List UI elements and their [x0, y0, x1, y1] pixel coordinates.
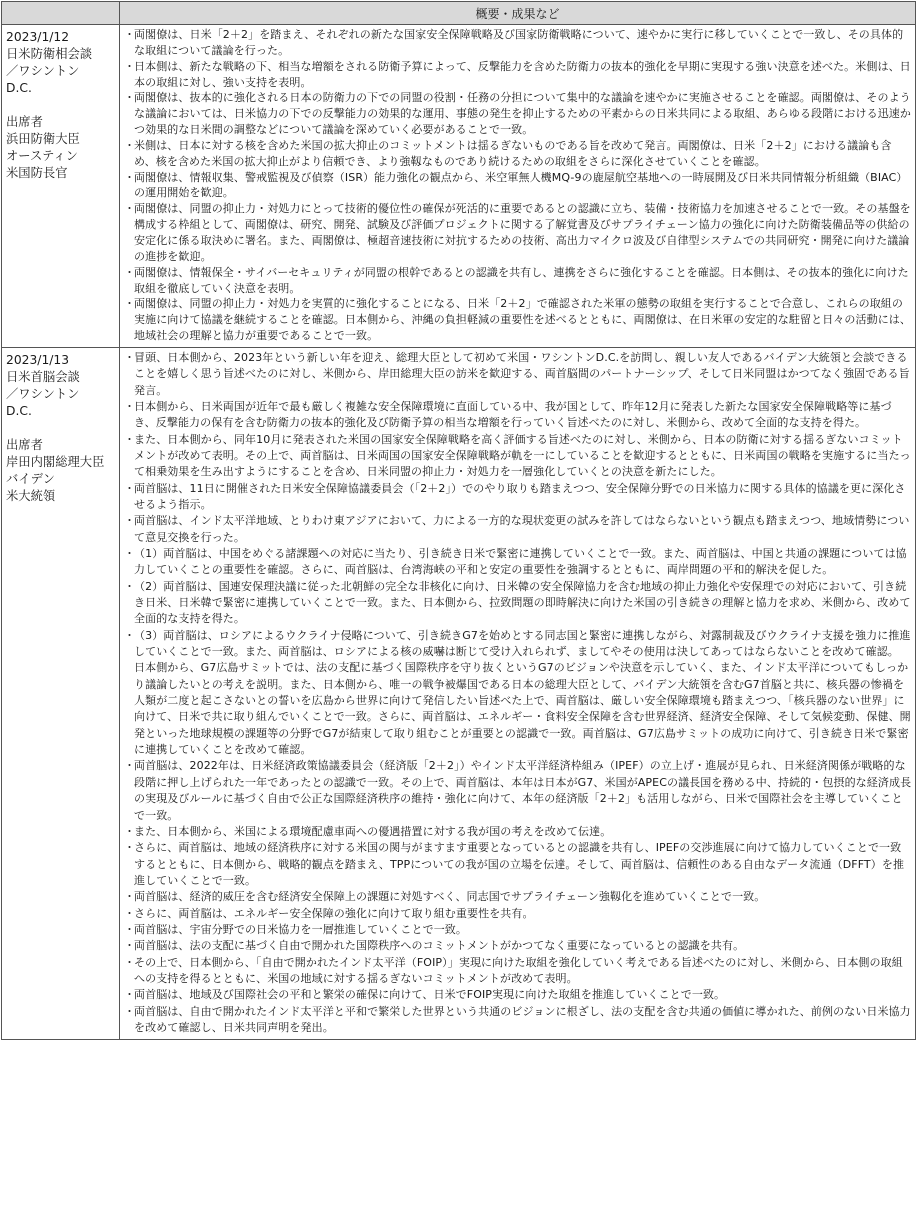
- list-item: ・ 両首脳は、11日に開催された日米安全保障協議委員会（「2＋2」）でのやり取りも踏まえつつ、安全保障分野での日米協力に関する具体的協議を更に深化させるよう指示。: [124, 481, 906, 511]
- meeting-name: 日米首脳会談: [6, 369, 80, 384]
- meeting-location-dc: D.C.: [6, 81, 32, 95]
- meeting-date: 2023/1/12: [6, 30, 70, 44]
- summary-cell: [120, 347, 916, 1039]
- summary-table: [1, 1, 916, 1040]
- meeting-name: 日米防衛相会談: [6, 47, 93, 61]
- list-item: ・ また、日本側から、同年10月に発表された米国の国家安全保障戦略を高く評価する旨述べたのに対し、米側から、日本の防衛に対する揺るぎないコミットメントが改めて表明。その上で、両首脳は、日米両国の国家安全保障戦略が軌を一にしていることを歓迎するとともに、日米両国の戦略を実施するに当たって相乗効果を生み出すようにすることを含め、日米同盟の抑止力・対処力を一層強化していくとの決意を新たにした。: [124, 432, 911, 479]
- list-item: ・ 両閣僚は、同盟の抑止力・対処力を実質的に強化することになる、日米「2＋2」で確認された米軍の態勢の取組を実行することで合意し、これらの取組の実施に向けて協議を継続することを確認。日本側から、沖縄の負担軽減の重要性を述べるとともに、両閣僚は、在日米軍の安定的な駐留と日々の活動には、地域社会の理解と協力が重要であることで一致。: [124, 297, 911, 343]
- meeting-date: 2023/1/13: [6, 352, 70, 367]
- list-item: ・ 両閣僚は、情報収集、警戒監視及び偵察（ISR）能力強化の観点から、米空軍無人機MQ-9の鹿屋航空基地への一時展開及び日米共同情報分析組織（BIAC）の運用開始を歓迎。: [124, 170, 908, 200]
- list-item: ・ 両閣僚は、同盟の抑止力・対処力にとって技術的優位性の確保が死活的に重要であるとの認識に立ち、装備・技術協力を加速させることで一致。その基盤を構成する枠組として、両閣僚は、研究、開発、試験及び評価プロジェクトに関する了解覚書及びサプライチェーン協力の強化に向けた防衛装備品等の供給の安定化に係る取決めに署名。また、両閣僚は、極超音速技術に対抗するための技術、高出力マイクロ波及び自律型システムでの共同研究・開発に向けた議論の進捗を歓迎。: [124, 202, 911, 263]
- meeting-info-cell: [2, 347, 120, 1039]
- list-item: ・ 冒頭、日本側から、2023年という新しい年を迎え、総理大臣として初めて米国・ワシントンD.C.を訪問し、親しい友人であるバイデン大統領と会談できることを嬉しく思う旨述べたのに対し、米側から、岸田総理大臣の訪米を歓迎する、両首脳間のパートナーシップ、そして日米同盟はかつてなく強固である旨発言。: [124, 350, 910, 397]
- meeting-location: ／ワシントン: [6, 386, 80, 401]
- attendees-label: 出席者: [6, 115, 43, 129]
- list-item: ・ 両首脳は、2022年は、日米経済政策協議委員会（経済版「2＋2」）やインド太平洋経済枠組み（IPEF）の立上げ・進展が見られ、日米経済関係が戦略的な段階に押し上げられた一年であったとの認識で一致。その上で、両首脳は、本年は日本がG7、米国がAPECの議長国を務める中、持続的・包摂的な経済成長の実現及びルールに基づく自由で公正な国際経済秩序の維持・強化に向けて、本年の経済版「2＋2」も活用しながら、日米で国際社会を主導していくことで一致。: [124, 759, 912, 822]
- list-item: ・ さらに、両首脳は、エネルギー安全保障の強化に向けて取り組む重要性を共有。: [124, 906, 534, 920]
- attendee: 米大統領: [6, 488, 56, 503]
- attendee: バイデン: [6, 471, 55, 486]
- table-row: [2, 25, 916, 348]
- table-row: [2, 347, 916, 1039]
- attendee: 浜田防衛大臣: [6, 132, 80, 146]
- header-row: [2, 2, 916, 25]
- list-item: ・ また、日本側から、米国による環境配慮車両への優遇措置に対する我が国の考えを改めて伝達。: [124, 824, 612, 838]
- header-cell-blank: [2, 2, 120, 25]
- list-item: ・ （2）両首脳は、国連安保理決議に従った北朝鮮の完全な非核化に向け、日米韓の安全保障協力を含む地域の抑止力強化や安保理での対応において、引き続き日米、日米韓で緊密に連携していくことで一致。また、日本側から、拉致問題の即時解決に向けた米国の引き続きの理解と協力を求め、米側から、改めて全面的な支持を得た。: [124, 579, 911, 626]
- list-item: ・ 両首脳は、インド太平洋地域、とりわけ東アジアにおいて、力による一方的な現状変更の試みを許してはならないという観点も踏まえつつ、地域情勢について意見交換を行った。: [124, 514, 910, 544]
- list-item: ・ 両首脳は、自由で開かれたインド太平洋と平和で繁栄した世界という共通のビジョンに根ざし、法の支配を含む共通の価値に導かれた、前例のない日米協力を改めて確認し、日米共同声明を発出。: [124, 1004, 911, 1034]
- meeting-location-dc: D.C.: [6, 403, 32, 418]
- list-item: ・ 両首脳は、地域及び国際社会の平和と繁栄の確保に向けて、日米でFOIP実現に向けた取組を推進していくことで一致。: [124, 988, 726, 1002]
- list-item: ・ 両閣僚は、日米「2＋2」を踏まえ、それぞれの新たな国家安全保障戦略及び国家防衛戦略について、速やかに実行に移していくことで一致し、その具体的な取組について議論を行った。: [124, 28, 904, 57]
- meeting-info-cell: [2, 25, 120, 348]
- list-item: ・ 両首脳は、法の支配に基づく自由で開かれた国際秩序へのコミットメントがかつてなく重要になっているとの認識を共有。: [124, 939, 745, 953]
- list-item: ・ 両閣僚は、抜本的に強化される日本の防衛力の下での同盟の役割・任務の分担について集中的な議論を速やかに実施させることを確認。両閣僚は、そのような議論においては、日米協力の下での反撃能力の効果的な運用、事態の発生を抑止するための平素からの日米共同による取組、あらゆる段階における迅速かつ効果的な日米間の調整などについて議論を深めていく必要があることで一致。: [124, 91, 911, 137]
- attendee: 米国防長官: [6, 166, 68, 180]
- list-item: ・ 両首脳は、宇宙分野での日米協力を一層推進していくことで一致。: [124, 922, 467, 936]
- g7-paragraph: 日本側から、G7広島サミットでは、法の支配に基づく国際秩序を守り抜くというG7のビジョンや決意を示していく、また、インド太平洋についてもしっかり議論したいとの考えを説明。また、日本側から、唯一の戦争被爆国である日本の総理大臣として、バイデン大統領を含むG7首脳と共に、核兵器の惨禍を人類が二度と起こさないとの誓いを広島から世界に向けて発信したい旨述べた上で、両首脳は、厳しい安全保障環境も踏まえつつ、「核兵器のない世界」に向けて、日米で共に取り組んでいくことで一致。さらに、両首脳は、エネルギー・食料安全保障を含む世界経済、経済安全保障、そして気候変動、保健、開発といった地球規模の課題等の分野でG7が結束して取り組むことが重要との認識で一致。両首脳は、G7広島サミットの成功に向けて、引き続き日米で緊密に連携していくことを改めて確認。: [134, 661, 911, 757]
- attendees-label: 出席者: [6, 437, 43, 452]
- list-item: ・ （1）両首脳は、中国をめぐる諸課題への対応に当たり、引き続き日米で緊密に連携していくことで一致。また、両首脳は、中国と共通の課題については協力していくことの重要性を確認。さらに、両首脳は、台湾海峡の平和と安定の重要性を強調するとともに、両岸問題の平和的解決を促した。: [124, 547, 907, 577]
- list-item: ・ さらに、両首脳は、地域の経済秩序に対する米国の関与がますます重要となっているとの認識を共有し、IPEFの交渉進展に向けて協力していくことで一致するとともに、日本側から、戦略的観点を踏まえ、TPPについての我が国の立場を伝達。そして、両首脳は、信頼性のある自由なデータ流通（DFFT）を推進していくことで一致。: [124, 841, 905, 887]
- list-item: ・ 日本側から、日米両国が近年で最も厳しく複雑な安全保障環境に直面している中、我が国として、昨年12月に発表した新たな国家安全保障戦略等に基づき、反撃能力の保有を含む防衛力の抜本的強化及び防衛予算の相当な増額を行っていく旨述べたのに対し、米側から、改めて全面的な支持を得た。: [124, 399, 892, 430]
- list-item: ・ （3）両首脳は、ロシアによるウクライナ侵略について、引き続きG7を始めとする同志国と緊密に連携しながら、対露制裁及びウクライナ支援を強力に推進していくことで一致。また、両首脳は、ロシアによる核の威嚇は断じて受け入れられず、ましてやその使用は決してあってはならないことを改めて確認。 日本側から、G7広島サミットでは、法の支配に基づく国際秩序を守り抜くというG7のビジョンや決意を示していく、また、インド太平洋についてもしっかり議論したいとの考えを説明。また、日本側から、唯一の戦争被爆国である日本の総理大臣として、バイデン大統領を含むG7首脳と共に、核兵器の惨禍を人類が二度と起こさないとの誓いを広島から世界に向けて発信したい旨述べた上で、両首脳は、厳しい安全保障環境も踏まえつつ、「核兵器のない世界」に向けて、日米で共に取り組んでいくことで一致。さらに、両首脳は、エネルギー・食料安全保障を含む世界経済、経済安全保障、そして気候変動、保健、開発といった地球規模の課題等の分野でG7が結束して取り組むことが重要との認識で一致。両首脳は、G7広島サミットの成功に向けて、引き続き日米で緊密に連携していくことを改めて確認。: [123, 628, 912, 759]
- list-item: ・ 両首脳は、経済的威圧を含む経済安全保障上の課題に対処すべく、同志国でサプライチェーン強靱化を進めていくことで一致。: [124, 890, 766, 904]
- header-cell-summary: 概要・成果など: [120, 2, 916, 25]
- attendee: オースティン: [6, 149, 78, 163]
- list-item: ・ 日本側は、新たな戦略の下、相当な増額をされる防衛予算によって、反撃能力を含めた防衛力の抜本的強化を早期に実現する強い決意を述べた。米側は、日本の取組に対し、強い支持を表明。: [124, 59, 911, 89]
- attendee: 岸田内閣総理大臣: [6, 454, 105, 469]
- list-item: ・ その上で、日本側から、「自由で開かれたインド太平洋（FOIP）」実現に向けた取組を強化していく考えである旨述べたのに対し、米側から、日本側の取組への支持を得るとともに、米国の地域に対する揺るぎないコミットメントが改めて表明。: [124, 955, 903, 985]
- summary-cell: [120, 25, 916, 348]
- meeting-location: ／ワシントン: [6, 64, 80, 78]
- list-item: ・ 米側は、日本に対する核を含めた米国の拡大抑止のコミットメントは揺るぎないものである旨を改めて発言。両閣僚は、日米「2＋2」における議論も含め、核を含めた米国の拡大抑止がより信頼でき、より強靱なものであり続けるための取組をさらに深化させていくことを確認。: [124, 138, 892, 168]
- list-item: ・ 両閣僚は、情報保全・サイバーセキュリティが同盟の根幹であるとの認識を共有し、連携をさらに強化することを確認。日本側は、その抜本的強化に向けた取組を徹底していく決意を表明。: [124, 265, 909, 295]
